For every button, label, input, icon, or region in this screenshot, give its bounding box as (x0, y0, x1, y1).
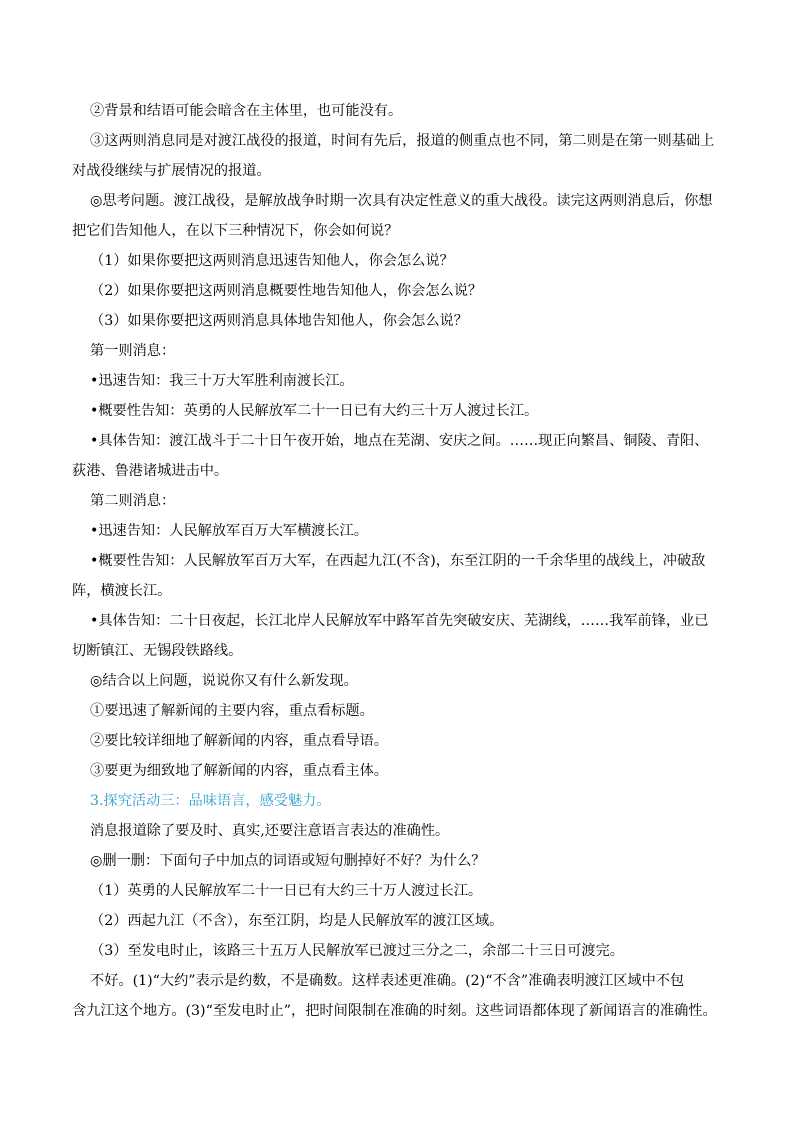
bullet-line: •具体告知：二十日夜起，长江北岸人民解放军中路军首先突破安庆、芜湖线，……我军前锋，业已 (90, 613, 709, 629)
paragraph-line: ①要迅速了解新闻的主要内容，重点看标题。 (90, 703, 374, 719)
question-line: （2）如果你要把这两则消息概要性地告知他人，你会怎么说？ (90, 283, 483, 299)
question-line: （2）西起九江（不含），东至江阴，均是人民解放军的渡江区域。 (90, 913, 504, 929)
section-heading: 3.探究活动三：品味语言，感受魅力。 (90, 793, 331, 809)
question-line: （1）英勇的人民解放军二十一日已有大约三十万人渡过长江。 (90, 883, 483, 899)
paragraph-line: ②要比较详细地了解新闻的内容，重点看导语。 (90, 733, 388, 749)
question-line: （1）如果你要把这两则消息迅速告知他人，你会怎么说？ (90, 253, 454, 269)
paragraph-line: 对战役继续与扩展情况的报道。 (72, 163, 271, 179)
paragraph-line: ③要更为细致地了解新闻的内容，重点看主体。 (90, 763, 388, 779)
paragraph-line: ◎结合以上问题，说说你又有什么新发现。 (90, 673, 358, 689)
paragraph-line: 消息报道除了要及时、真实,还要注意语言表达的准确性。 (90, 823, 450, 839)
paragraph-line: 阵，横渡长江。 (72, 583, 172, 599)
bullet-line: •具体告知：渡江战斗于二十日午夜开始，地点在芜湖、安庆之间。……现正向繁昌、铜陵、青阳、 (90, 433, 709, 449)
section-label: 第二则消息： (90, 493, 176, 509)
section-label: 第一则消息： (90, 343, 176, 359)
paragraph-line: ◎思考问题。渡江战役，是解放战争时期一次具有决定性意义的重大战役。读完这两则消息后，你想 (90, 193, 713, 209)
paragraph-line: ◎删一删：下面句子中加点的词语或短句删掉好不好？为什么？ (90, 853, 486, 869)
answer-line: 不好。(1)“大约”表示是约数，不是确数。这样表述更准确。(2)“不含”准确表明渡江区域中不包 (90, 973, 685, 989)
paragraph-line: ③这两则消息同是对渡江战役的报道，时间有先后，报道的侧重点也不同，第二则是在第一则基础上 (90, 133, 715, 149)
answer-line: 含九江这个地方。(3)“至发电时止”，把时间限制在准确的时刻。这些词语都体现了新闻语言的准确性。 (72, 1003, 717, 1019)
question-line: （3）至发电时止，该路三十五万人民解放军已渡过三分之二，余部二十三日可渡完。 (90, 943, 624, 959)
paragraph-line: 把它们告知他人，在以下三种情况下，你会如何说？ (72, 223, 399, 239)
bullet-line: •概要性告知：人民解放军百万大军，在西起九江(不含)，东至江阴的一千余华里的战线上，冲破敌 (90, 553, 706, 569)
paragraph-line: 切断镇江、无锡段铁路线。 (72, 643, 243, 659)
paragraph-line: ②背景和结语可能会暗含在主体里，也可能没有。 (90, 103, 403, 119)
paragraph-line: 荻港、鲁港诸城进击中。 (72, 463, 229, 479)
bullet-line: •概要性告知：英勇的人民解放军二十一日已有大约三十万人渡过长江。 (90, 403, 539, 419)
bullet-line: •迅速告知：我三十万大军胜利南渡长江。 (90, 373, 354, 389)
document-page (72, 96, 722, 1026)
bullet-line: •迅速告知：人民解放军百万大军横渡长江。 (90, 523, 368, 539)
question-line: （3）如果你要把这两则消息具体地告知他人，你会怎么说？ (90, 313, 468, 329)
